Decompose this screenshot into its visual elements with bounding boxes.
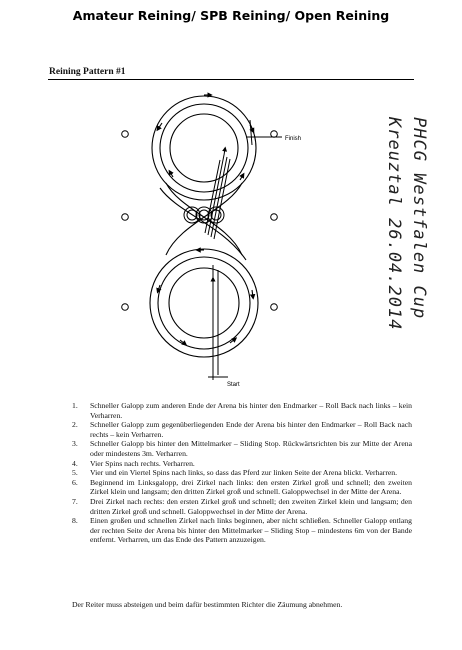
marker-bottom-right bbox=[271, 304, 278, 311]
list-item: 1. Schneller Galopp zum anderen Ende der Arena bis hinter den Endmarker – Roll Back nach links – kein Verharren. bbox=[72, 401, 412, 420]
start-label: Start bbox=[227, 382, 240, 388]
marker-bottom-left bbox=[122, 304, 129, 311]
svg-text:Kreuztal 26.04.2014: Kreuztal 26.04.2014 bbox=[384, 117, 404, 331]
handwritten-event-note bbox=[372, 95, 432, 380]
instruction-list bbox=[72, 401, 412, 545]
lower-medium-circle bbox=[158, 257, 250, 349]
list-item: 5. Vier und ein Viertel Spins nach links, so dass das Pferd zur linken Seite der Arena blickt. Verharren. bbox=[72, 468, 398, 478]
marker-top-right bbox=[271, 131, 278, 138]
reining-pattern-diagram bbox=[100, 85, 360, 395]
marker-mid-right bbox=[271, 214, 278, 221]
handwritten-note-drawing bbox=[372, 95, 432, 380]
center-rundown bbox=[205, 149, 230, 380]
list-item: 2. Schneller Galopp zum gegenüberliegenden Ende der Arena bis hinter den Endmarker – Roll Back nach rechts – kein Verharren. bbox=[72, 420, 412, 439]
finish-label: Finish bbox=[285, 136, 302, 142]
upper-medium-circle bbox=[160, 104, 248, 192]
figure-eight-crossings bbox=[160, 183, 246, 260]
list-item: 3. Schneller Galopp bis hinter den Mittelmarker – Sliding Stop. Rückwärtsrichten bis zur Mitte der Arena oder mindestens 3m. Verharren. bbox=[72, 439, 412, 458]
list-item: 8. Einen großen und schnellen Zirkel nach links beginnen, aber nicht schließen. Schneller Galopp entlang der rechten Seite der Arena bis hinter den Mittelmarker – Sliding Stop – mindestens 6m von der Bande entfernt. Verharren, um das Ende des Pattern anzuzeigen. bbox=[72, 516, 412, 545]
marker-top-left bbox=[122, 131, 129, 138]
marker-mid-left bbox=[122, 214, 129, 221]
list-item: 7. Drei Zirkel nach rechts: den ersten Zirkel groß und schnell; den zweiten Zirkel klein und langsam; den dritten Zirkel groß und schnell. Galoppwechsel in der Mitte der Arena. bbox=[72, 496, 412, 516]
svg-text:PHCG Westfalen Cup: PHCG Westfalen Cup bbox=[409, 117, 429, 320]
closing-text: Der Reiter muss absteigen und beim dafür bestimmten Richter die Zäumung abnehmen. bbox=[72, 600, 343, 609]
upper-large-circle bbox=[152, 96, 256, 200]
title-divider bbox=[48, 79, 414, 80]
page-title: Amateur Reining/ SPB Reining/ Open Reining bbox=[72, 8, 390, 23]
lower-small-circle bbox=[169, 268, 239, 338]
section-title: Reining Pattern #1 bbox=[49, 67, 126, 77]
list-item: 6. Beginnend im Linksgalopp, drei Zirkel nach links: den ersten Zirkel groß und schnell; den zweiten Zirkel klein und langsam; den dritten Zirkel groß und schnell. Galoppwechsel in der Mitte der Arena. bbox=[72, 477, 412, 497]
upper-circles bbox=[152, 96, 256, 200]
pattern-drawing bbox=[100, 85, 360, 390]
list-item: 4. Vier Spins nach rechts. Verharren. bbox=[72, 458, 195, 468]
lower-circles bbox=[150, 249, 258, 357]
lower-large-circle bbox=[150, 249, 258, 357]
